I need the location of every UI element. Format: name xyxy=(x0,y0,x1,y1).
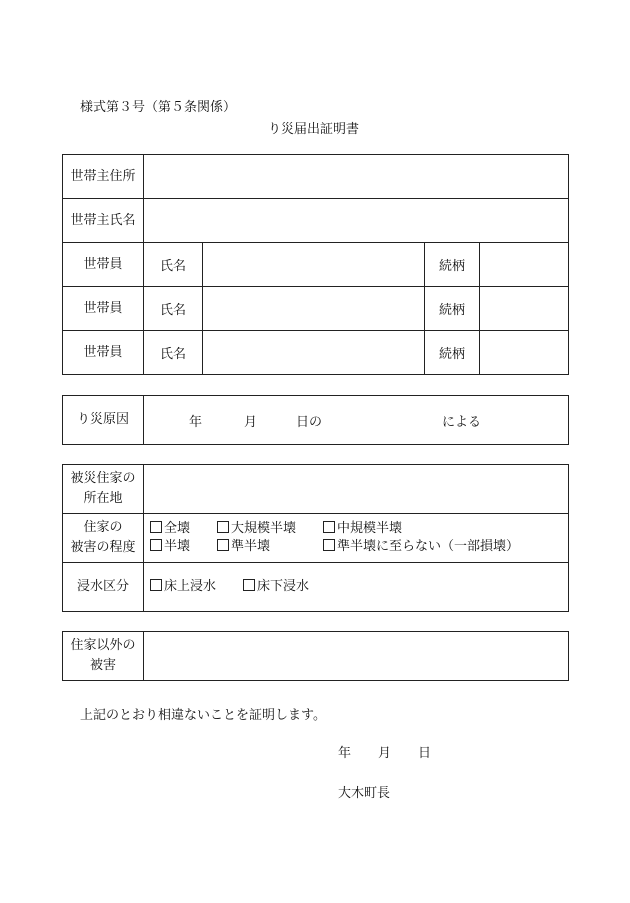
checkbox[interactable] xyxy=(243,579,255,591)
checkbox[interactable] xyxy=(150,579,162,591)
head-name-field[interactable] xyxy=(144,199,569,243)
relation-label: 続柄 xyxy=(425,331,480,375)
location-label: 被災住家の 所在地 xyxy=(63,465,144,514)
option-large-half-collapse[interactable]: 大規模半壊 xyxy=(217,520,323,538)
cause-field[interactable] xyxy=(144,396,569,445)
head-name-label: 世帯主氏名 xyxy=(63,199,144,243)
option-medium-half-collapse[interactable]: 中規模半壊 xyxy=(323,520,402,538)
household-table xyxy=(62,154,569,375)
cause-day: 日の xyxy=(296,415,323,430)
cause-year: 年 xyxy=(189,415,203,430)
checkbox[interactable] xyxy=(323,539,335,551)
cause-month: 月 xyxy=(244,415,258,430)
option-semi-half-collapse[interactable]: 準半壊 xyxy=(217,538,323,556)
checkbox[interactable] xyxy=(150,521,162,533)
name-label: 氏名 xyxy=(144,243,203,287)
member-label: 世帯員 xyxy=(63,243,144,287)
other-damage-table xyxy=(62,631,569,681)
name-label: 氏名 xyxy=(144,331,203,375)
other-damage-field[interactable] xyxy=(144,632,569,681)
option-partial-damage[interactable]: 準半壊に至らない（一部損壊） xyxy=(323,538,519,556)
document-title: り災届出証明書 xyxy=(268,122,360,137)
flood-label: 浸水区分 xyxy=(63,563,144,612)
name-label: 氏名 xyxy=(144,287,203,331)
address-label: 世帯主住所 xyxy=(63,155,144,199)
relation-label: 続柄 xyxy=(425,287,480,331)
option-half-collapse[interactable]: 半壊 xyxy=(150,538,217,556)
other-damage-label: 住家以外の 被害 xyxy=(63,632,144,681)
checkbox[interactable] xyxy=(150,539,162,551)
member-name-field[interactable] xyxy=(203,243,425,287)
checkbox[interactable] xyxy=(217,539,229,551)
degree-label: 住家の 被害の程度 xyxy=(63,514,144,563)
date-month: 月 xyxy=(378,746,392,761)
date-year: 年 xyxy=(338,746,352,761)
relation-label: 続柄 xyxy=(425,243,480,287)
cause-table xyxy=(62,395,569,445)
checkbox[interactable] xyxy=(217,521,229,533)
member-label: 世帯員 xyxy=(63,331,144,375)
member-name-field[interactable] xyxy=(203,287,425,331)
option-below-floor[interactable]: 床下浸水 xyxy=(243,578,309,596)
damage-table xyxy=(62,464,569,612)
issuer-mayor: 大木町長 xyxy=(338,786,391,801)
cause-by: による xyxy=(442,415,482,430)
date-day: 日 xyxy=(418,746,432,761)
relation-field[interactable] xyxy=(480,243,569,287)
cause-label: り災原因 xyxy=(63,396,144,445)
degree-options xyxy=(144,514,569,563)
option-above-floor[interactable]: 床上浸水 xyxy=(150,578,243,596)
relation-field[interactable] xyxy=(480,331,569,375)
flood-options xyxy=(144,563,569,612)
member-label: 世帯員 xyxy=(63,287,144,331)
member-name-field[interactable] xyxy=(203,331,425,375)
checkbox[interactable] xyxy=(323,521,335,533)
option-total-collapse[interactable]: 全壊 xyxy=(150,520,217,538)
relation-field[interactable] xyxy=(480,287,569,331)
address-field[interactable] xyxy=(144,155,569,199)
location-field[interactable] xyxy=(144,465,569,514)
form-number: 様式第３号（第５条関係） xyxy=(80,100,237,115)
certification-statement: 上記のとおり相違ないことを証明します。 xyxy=(80,708,326,723)
